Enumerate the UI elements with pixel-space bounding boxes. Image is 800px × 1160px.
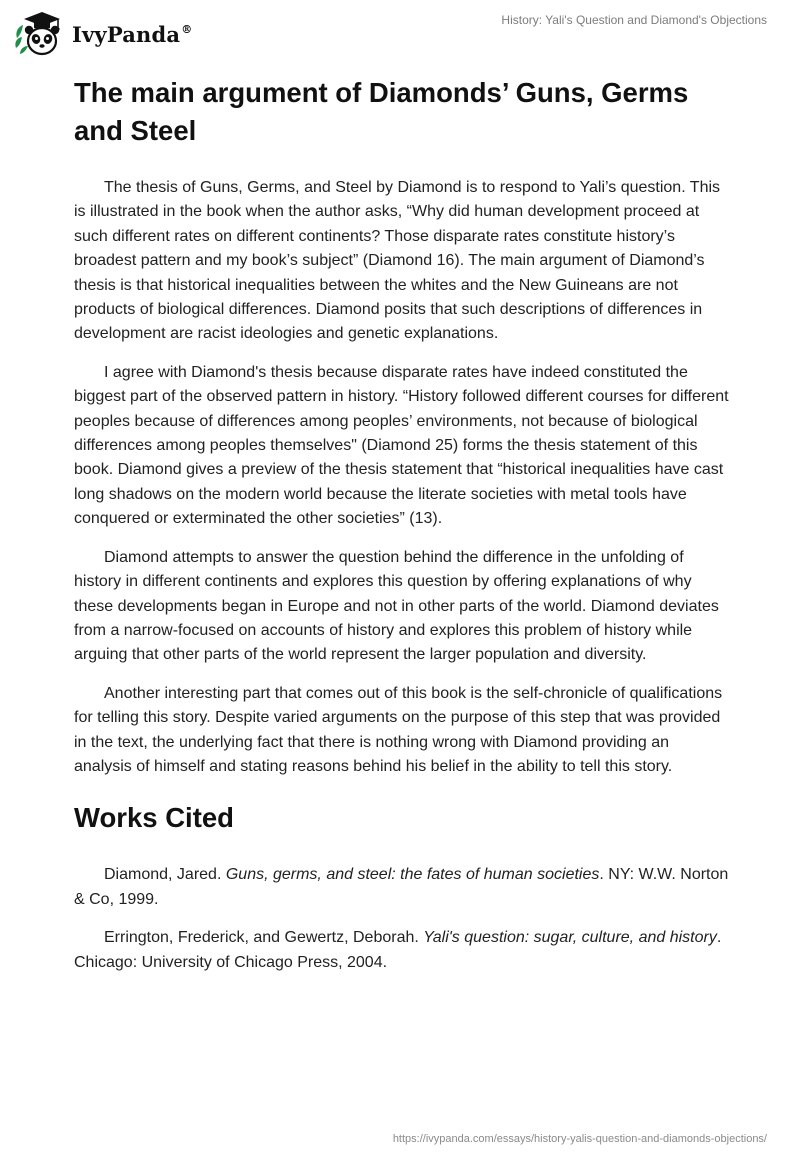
citation-title: Yali's question: sugar, culture, and history	[423, 929, 717, 947]
citation-author: Errington, Frederick, and Gewertz, Deborah.	[104, 929, 424, 947]
citation-title: Guns, germs, and steel: the fates of human societies	[225, 866, 600, 884]
page-header	[0, 0, 800, 66]
paragraph: Diamond attempts to answer the question behind the difference in the unfolding of history in different continents and explores this question by offering explanations of why these developments began in Europe and not in other parts of the world. Diamond deviates from a narrow-focused on accounts of history and explores this problem of history while arguing that other parts of the world represent the larger population and diversity.	[74, 548, 719, 664]
ivypanda-logo[interactable]	[14, 10, 192, 58]
citation-author: Diamond, Jared.	[104, 866, 226, 884]
paragraph: I agree with Diamond's thesis because disparate rates have indeed constituted the biggest part of the observed pattern in history. “History followed different courses for different peoples because of differences among peoples’ environments, not because of biological differences among peoples themselves" (Diamond 25) forms the thesis statement of this book. Diamond gives a preview of the thesis statement that “historical inequalities have cast long shadows on the modern world because the literate societies with metal tools have conquered or exterminated the other societies” (13).	[74, 363, 729, 528]
article-heading: The main argument of Diamonds’ Guns, Germs and Steel	[74, 77, 689, 146]
article-content	[74, 74, 730, 989]
citation	[74, 926, 730, 975]
document-title: History: Yali's Question and Diamond's Objections	[501, 13, 767, 27]
works-cited-heading: Works Cited	[74, 802, 234, 834]
citation-publisher: . NY: W.W. Norton & Co, 1999.	[74, 866, 729, 908]
paragraph: Another interesting part that comes out of this book is the self-chronicle of qualifications for telling this story. Despite varied arguments on the purpose of this step that was provided in the text, the underlying fact that there is nothing wrong with Diamond providing an analysis of himself and stating reasons behind his belief in the ability to tell this story.	[74, 684, 723, 775]
citation-publisher: . Chicago: University of Chicago Press, 2004.	[74, 929, 722, 971]
paragraph: The thesis of Guns, Germs, and Steel by Diamond is to respond to Yali’s question. This is illustrated in the book when the author asks, “Why did human development proceed at such different rates on different continents? Those disparate rates constitute history’s broadest pattern and my book’s subject” (Diamond 16). The main argument of Diamond’s thesis is that historical inequalities between the whites and the New Guineans are not products of biological differences. Diamond posits that such descriptions of differences in development are racist ideologies and genetic explanations.	[74, 179, 721, 343]
brand-name: IvyPanda®	[72, 21, 193, 47]
panda-graduate-icon	[14, 10, 64, 58]
citation	[74, 863, 730, 912]
source-url-link[interactable]: https://ivypanda.com/essays/history-yalis-question-and-diamonds-objections/	[392, 1133, 767, 1145]
registered-mark: ®	[181, 22, 193, 36]
